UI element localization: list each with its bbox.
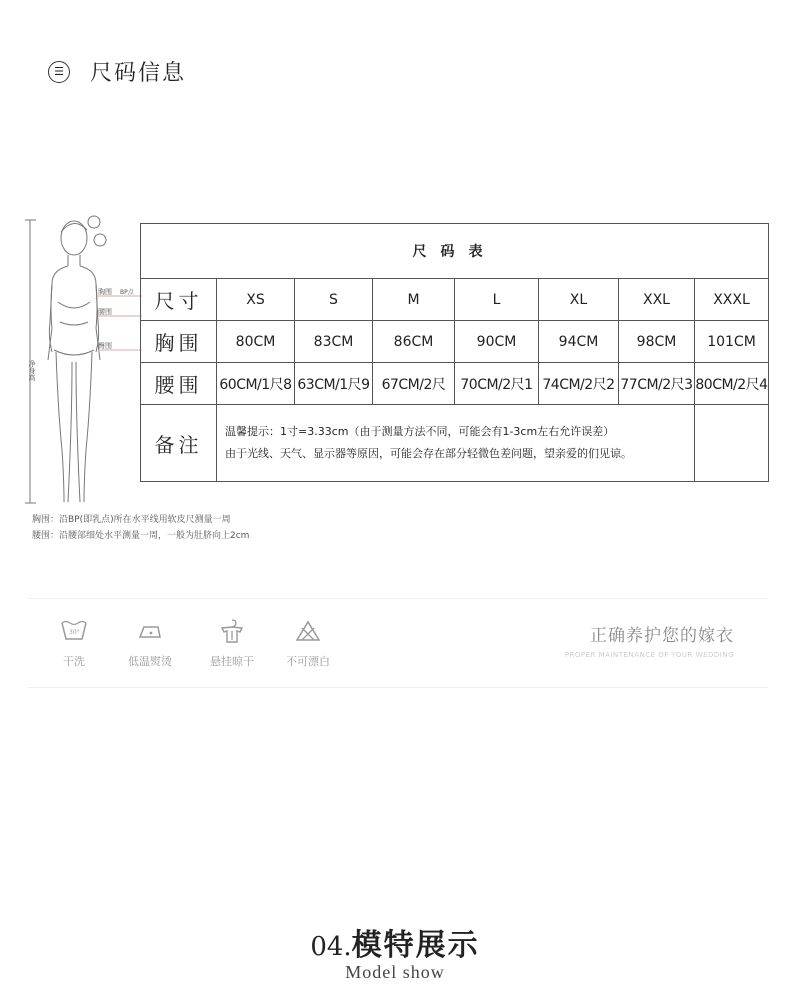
model-section-subtitle: Model show	[345, 962, 445, 982]
bust-cell: 101CM	[695, 321, 769, 363]
no-bleach-icon	[294, 619, 322, 643]
remark-empty-cell	[695, 405, 769, 482]
waist-cell: 80CM/2尺4	[695, 363, 769, 405]
bust-cell: 98CM	[619, 321, 695, 363]
size-cell: XL	[539, 279, 619, 321]
care-label: 低温熨烫	[128, 655, 172, 668]
waist-note: 腰围：沿腰部细处水平测量一周，一般为肚脐向上2cm	[32, 531, 250, 541]
care-label: 悬挂晾干	[210, 655, 254, 668]
figure-height-label: 净身高	[28, 360, 36, 381]
care-item-dry-clean	[44, 617, 104, 669]
waist-cell: 60CM/1尺8	[217, 363, 295, 405]
size-cell: L	[455, 279, 539, 321]
model-section-title: 模特展示	[351, 928, 480, 963]
size-cell: M	[373, 279, 455, 321]
remark-line-1: 温馨提示：1寸=3.33cm（由于测量方法不同，可能会有1-3cm左右允许误差）	[225, 425, 615, 438]
size-row-label: 尺寸	[141, 279, 217, 321]
care-subtitle: PROPER MAINTENANCE OF YOUR WEDDING	[564, 651, 734, 659]
hang-dry-icon	[218, 618, 246, 644]
bust-cell: 80CM	[217, 321, 295, 363]
care-item-iron	[120, 617, 180, 669]
figure-hip-label: 臀围	[98, 342, 112, 350]
figure-bust-label: 胸围	[98, 288, 112, 296]
waist-cell: 70CM/2尺1	[455, 363, 539, 405]
waist-cell: 63CM/1尺9	[295, 363, 373, 405]
waist-cell: 74CM/2尺2	[539, 363, 619, 405]
svg-text:30°: 30°	[69, 629, 80, 636]
bust-row-label: 胸围	[141, 321, 217, 363]
size-cell: XS	[217, 279, 295, 321]
bust-cell: 86CM	[373, 321, 455, 363]
section-title: 尺码信息	[90, 61, 187, 86]
care-item-hang-dry	[202, 617, 262, 669]
measurement-notes	[32, 512, 249, 544]
care-label: 不可漂白	[286, 655, 330, 668]
size-table-title: 尺码表	[141, 224, 769, 279]
model-section-heading	[0, 920, 790, 964]
waist-row-label: 腰围	[141, 363, 217, 405]
care-label: 干洗	[63, 655, 85, 668]
body-measurement-figure	[22, 210, 144, 510]
remark-row-label: 备注	[141, 405, 217, 482]
remark-line-2: 由于光线、天气、显示器等原因，可能会存在部分轻微色差问题，望亲爱的们见谅。	[225, 447, 632, 460]
care-item-no-bleach	[278, 617, 338, 669]
waist-cell: 77CM/2尺3	[619, 363, 695, 405]
figure-bp-label: BP点	[120, 289, 134, 296]
size-cell: S	[295, 279, 373, 321]
bust-cell: 83CM	[295, 321, 373, 363]
size-cell: XXXL	[695, 279, 769, 321]
bust-cell: 94CM	[539, 321, 619, 363]
waist-cell: 67CM/2尺	[373, 363, 455, 405]
remark-cell	[217, 405, 695, 482]
size-table	[140, 223, 769, 482]
care-instructions-banner	[28, 598, 768, 688]
iron-low-icon	[136, 619, 164, 643]
bust-cell: 90CM	[455, 321, 539, 363]
care-title: 正确养护您的嫁衣	[590, 626, 734, 646]
size-cell: XXL	[619, 279, 695, 321]
model-section-number: 04.	[310, 932, 352, 962]
wash-30-icon	[60, 619, 88, 643]
figure-waist-label: 腰围	[98, 308, 112, 316]
section-header	[48, 56, 186, 87]
bust-note: 胸围：沿BP(即乳点)所在水平线用软皮尺测量一周	[32, 515, 231, 525]
list-circle-icon: ☰	[48, 61, 70, 83]
